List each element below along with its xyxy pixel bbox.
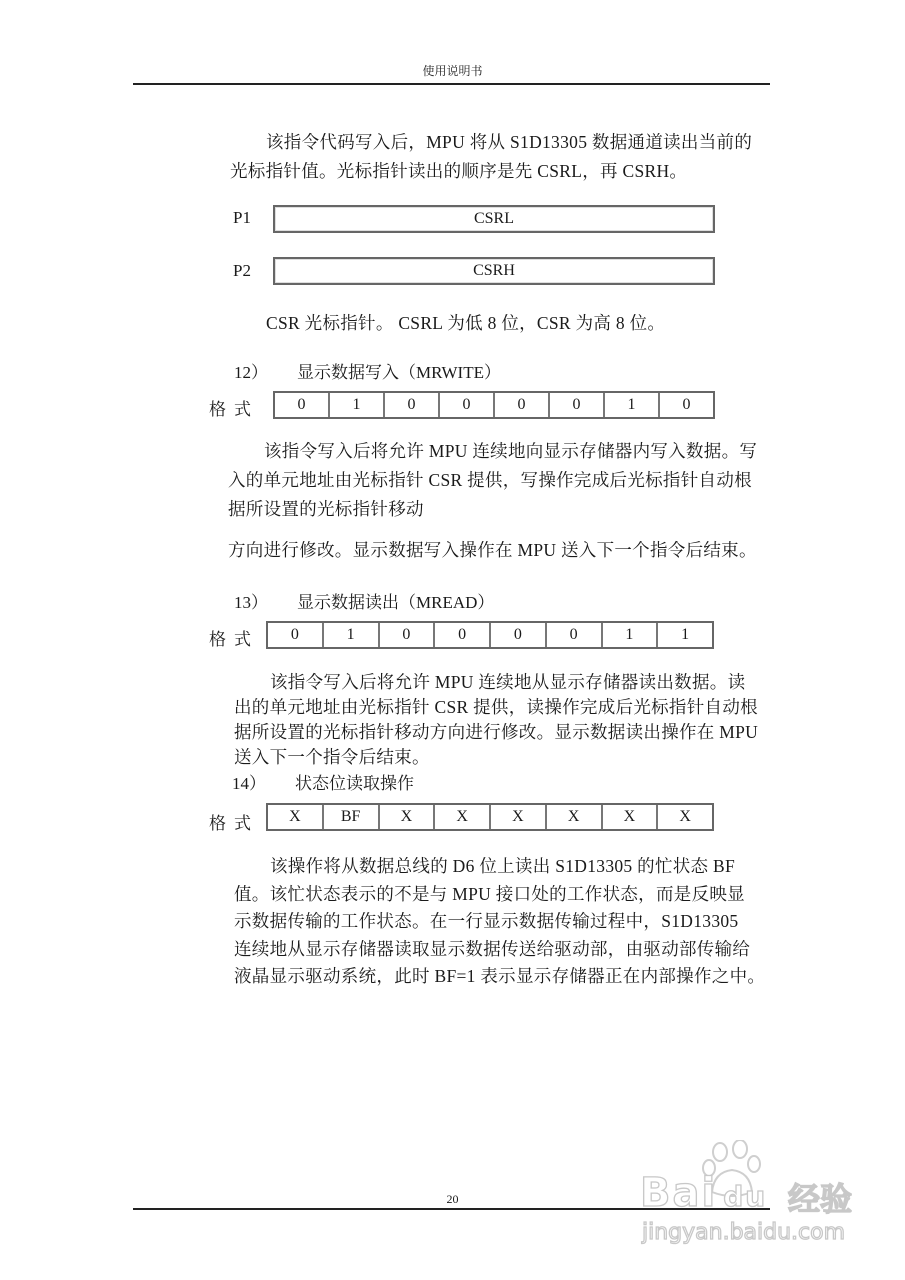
document-header-title: 使用说明书: [422, 64, 483, 78]
bit-cell: 0: [275, 393, 330, 417]
bit-cell: 0: [380, 623, 436, 647]
watermark-logo-cn: 经验: [788, 1180, 853, 1218]
desc-line: 入的单元地址由光标指针 CSR 提供，写操作完成后光标指针自动根: [228, 470, 752, 490]
bit-cell: 1: [603, 623, 659, 647]
section-13-bit-format: [266, 621, 714, 649]
section-14-format-label: 格式: [209, 814, 259, 833]
section-14-bit-format: [266, 803, 714, 831]
intro-paragraph: [230, 128, 770, 186]
section-13-number: 13）: [234, 593, 268, 612]
register-value-csrl: CSRL: [473, 210, 514, 227]
bit-cell: 1: [681, 626, 690, 643]
section-12-heading: [234, 358, 501, 383]
bit-cell: X: [491, 805, 547, 829]
section-13-description: [234, 670, 768, 770]
watermark-logo-bai: Bai: [640, 1170, 718, 1216]
section-14-heading: [232, 769, 414, 794]
desc-line: 示数据传输的工作状态。在一行显示数据传输过程中，S1D13305: [234, 911, 739, 931]
section-12-bit-format: [273, 391, 715, 419]
watermark-url: jingyan.baidu.com: [642, 1220, 846, 1245]
desc-line: 据所设置的光标指针移动: [228, 499, 424, 519]
bit-cell: X: [435, 805, 491, 829]
bit-cell: X: [380, 805, 436, 829]
bit-cell: X: [268, 805, 324, 829]
desc-line: 据所设置的光标指针移动方向进行修改。显示数据读出操作在 MPU: [234, 722, 759, 742]
desc-line: 送入下一个指令后结束。: [234, 747, 430, 767]
watermark-logo-du: du: [723, 1180, 768, 1213]
section-13-format-label: 格式: [209, 630, 259, 649]
bit-cell: 0: [435, 623, 491, 647]
bit-cell: 0: [268, 623, 324, 647]
desc-line: 出的单元地址由光标指针 CSR 提供，读操作完成后光标指针自动根: [234, 697, 758, 717]
register-box-csrl: [273, 205, 715, 233]
register-label-p2: P2: [233, 261, 251, 280]
intro-line-1: 该指令代码写入后，MPU 将从 S1D13305 数据通道读出当前的: [266, 132, 753, 152]
bit-cell: X: [547, 805, 603, 829]
bit-cell: 0: [491, 623, 547, 647]
bit-cell: 1: [324, 623, 380, 647]
intro-line-2: 光标指针值。光标指针读出的顺序是先 CSRL，再 CSRH。: [230, 161, 688, 181]
section-12-format-label: 格式: [209, 400, 259, 419]
section-12-number: 12）: [234, 363, 268, 382]
bit-cell-busy-flag: BF: [324, 805, 380, 829]
desc-line: 液晶显示驱动系统，此时 BF=1 表示显示存储器正在内部操作之中。: [234, 966, 766, 986]
desc-line: 值。该忙状态表示的不是与 MPU 接口处的工作状态，而是反映显: [234, 883, 745, 904]
desc-line: 该指令写入后将允许 MPU 连续地向显示存储器内写入数据。写: [264, 441, 758, 461]
register-value-csrh: CSRH: [473, 262, 515, 279]
bit-cell: 0: [440, 393, 495, 417]
register-box-csrh: [273, 257, 715, 285]
bit-cell: 1: [605, 393, 660, 417]
header-rule: [133, 83, 770, 85]
section-13-title: 显示数据读出（MREAD）: [297, 593, 495, 612]
csr-note: CSR 光标指针。 CSRL 为低 8 位，CSR 为高 8 位。: [266, 313, 666, 333]
register-label-p1: P1: [233, 208, 251, 227]
section-14-title: 状态位读取操作: [295, 774, 414, 793]
section-14-description: [234, 853, 768, 991]
desc-line: 该操作将从数据总线的 D6 位上读出 S1D13305 的忙状态 BF: [270, 856, 736, 876]
bit-cell: 1: [330, 393, 385, 417]
baidu-jingyan-watermark: [640, 1140, 880, 1250]
desc-line: 连续地从显示存储器读取显示数据传送给驱动部，由驱动部传输给: [234, 938, 751, 959]
page-number: 20: [446, 1192, 459, 1206]
bit-cell: 0: [385, 393, 440, 417]
section-13-heading: [234, 588, 494, 613]
section-12-description-continued: 方向进行修改。显示数据写入操作在 MPU 送入下一个指令后结束。: [228, 540, 757, 560]
section-14-number: 14）: [232, 774, 266, 793]
bit-cell: X: [603, 805, 659, 829]
desc-line: 该指令写入后将允许 MPU 连续地从显示存储器读出数据。读: [270, 672, 746, 692]
section-12-title: 显示数据写入（MRWITE）: [297, 363, 501, 382]
bit-cell: 0: [550, 393, 605, 417]
section-12-description: [228, 437, 768, 524]
bit-cell: 0: [547, 623, 603, 647]
bit-cell: 0: [682, 396, 691, 413]
bit-cell: 0: [495, 393, 550, 417]
bit-cell: X: [679, 808, 691, 825]
